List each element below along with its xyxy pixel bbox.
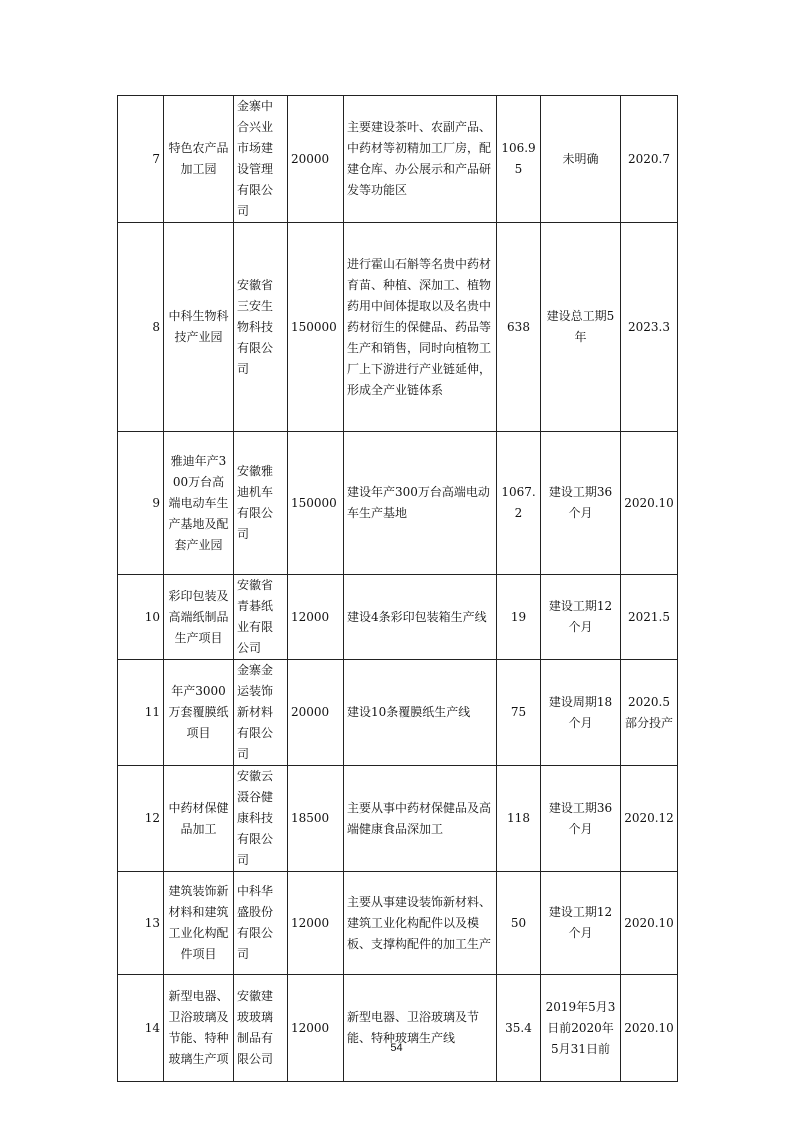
project-name-cell: 雅迪年产300万台高端电动车生产基地及配套产业园	[164, 432, 234, 575]
construction-content-cell: 建设10条覆膜纸生产线	[344, 660, 497, 766]
project-name-cell: 中科生物科技产业园	[164, 223, 234, 432]
company-name-cell: 中科华盛股份有限公司	[234, 872, 288, 975]
project-name-cell: 建筑装饰新材料和建筑工业化构配件项目	[164, 872, 234, 975]
investment-amount-cell: 18500	[288, 766, 344, 872]
investment-amount-cell: 20000	[288, 96, 344, 223]
completion-date-cell: 2020.7	[621, 96, 678, 223]
project-name-cell: 特色农产品加工园	[164, 96, 234, 223]
completed-amount-cell: 118	[497, 766, 541, 872]
construction-content-cell: 建设年产300万台高端电动车生产基地	[344, 432, 497, 575]
table-row	[118, 766, 678, 872]
completed-amount-cell: 638	[497, 223, 541, 432]
construction-content-cell: 主要从事建设装饰新材料、建筑工业化构配件以及模板、支撑构配件的加工生产	[344, 872, 497, 975]
investment-amount-cell: 150000	[288, 223, 344, 432]
investment-amount-cell: 150000	[288, 432, 344, 575]
row-number-cell: 9	[118, 432, 164, 575]
construction-content-cell: 新型电器、卫浴玻璃及节能、特种玻璃生产线	[344, 975, 497, 1082]
table-row	[118, 223, 678, 432]
project-name-cell: 中药材保健品加工	[164, 766, 234, 872]
construction-content-cell: 建设4条彩印包装箱生产线	[344, 575, 497, 660]
completed-amount-cell: 106.95	[497, 96, 541, 223]
company-name-cell: 金寨中合兴业市场建设管理有限公司	[234, 96, 288, 223]
project-name-cell: 新型电器、卫浴玻璃及节能、特种玻璃生产项	[164, 975, 234, 1082]
company-name-cell: 安徽省三安生物科技有限公司	[234, 223, 288, 432]
table-row	[118, 660, 678, 766]
investment-amount-cell: 12000	[288, 872, 344, 975]
row-number-cell: 8	[118, 223, 164, 432]
table-row	[118, 575, 678, 660]
company-name-cell: 安徽省青碁纸业有限公司	[234, 575, 288, 660]
row-number-cell: 13	[118, 872, 164, 975]
completed-amount-cell: 19	[497, 575, 541, 660]
row-number-cell: 7	[118, 96, 164, 223]
table-row	[118, 975, 678, 1082]
project-name-cell: 年产3000万套覆膜纸项目	[164, 660, 234, 766]
construction-period-cell: 建设工期36个月	[541, 432, 621, 575]
table-row	[118, 432, 678, 575]
completion-date-cell: 2020.10	[621, 975, 678, 1082]
completion-date-cell: 2020.10	[621, 872, 678, 975]
completion-date-cell: 2021.5	[621, 575, 678, 660]
construction-period-cell: 建设总工期5年	[541, 223, 621, 432]
completed-amount-cell: 35.4	[497, 975, 541, 1082]
construction-content-cell: 主要建设茶叶、农副产品、中药材等初精加工厂房，配建仓库、办公展示和产品研发等功能区	[344, 96, 497, 223]
investment-amount-cell: 12000	[288, 975, 344, 1082]
row-number-cell: 12	[118, 766, 164, 872]
completion-date-cell: 2020.10	[621, 432, 678, 575]
company-name-cell: 安徽雅迪机车有限公司	[234, 432, 288, 575]
project-name-cell: 彩印包装及高端纸制品生产项目	[164, 575, 234, 660]
table-body	[118, 96, 678, 1082]
construction-period-cell: 建设工期12个月	[541, 872, 621, 975]
completion-date-cell: 2020.5部分投产	[621, 660, 678, 766]
investment-amount-cell: 20000	[288, 660, 344, 766]
company-name-cell: 安徽建玻玻璃制品有限公司	[234, 975, 288, 1082]
project-table	[117, 95, 678, 1082]
completed-amount-cell: 1067.2	[497, 432, 541, 575]
table-row	[118, 96, 678, 223]
completed-amount-cell: 50	[497, 872, 541, 975]
construction-period-cell: 建设工期12个月	[541, 575, 621, 660]
row-number-cell: 10	[118, 575, 164, 660]
company-name-cell: 金寨金运装饰新材料有限公司	[234, 660, 288, 766]
row-number-cell: 14	[118, 975, 164, 1082]
construction-period-cell: 2019年5月3日前2020年5月31日前	[541, 975, 621, 1082]
construction-period-cell: 建设工期36个月	[541, 766, 621, 872]
construction-content-cell: 进行霍山石斛等名贵中药材育苗、种植、深加工、植物药用中间体提取以及名贵中药材衍生的保健品、药品等生产和销售，同时向植物工厂上下游进行产业链延伸，形成全产业链体系	[344, 223, 497, 432]
completed-amount-cell: 75	[497, 660, 541, 766]
table-row	[118, 872, 678, 975]
company-name-cell: 安徽云滠谷健康科技有限公司	[234, 766, 288, 872]
page-number: 54	[390, 1042, 403, 1054]
construction-period-cell: 未明确	[541, 96, 621, 223]
investment-amount-cell: 12000	[288, 575, 344, 660]
completion-date-cell: 2023.3	[621, 223, 678, 432]
construction-period-cell: 建设周期18个月	[541, 660, 621, 766]
completion-date-cell: 2020.12	[621, 766, 678, 872]
row-number-cell: 11	[118, 660, 164, 766]
construction-content-cell: 主要从事中药材保健品及高端健康食品深加工	[344, 766, 497, 872]
